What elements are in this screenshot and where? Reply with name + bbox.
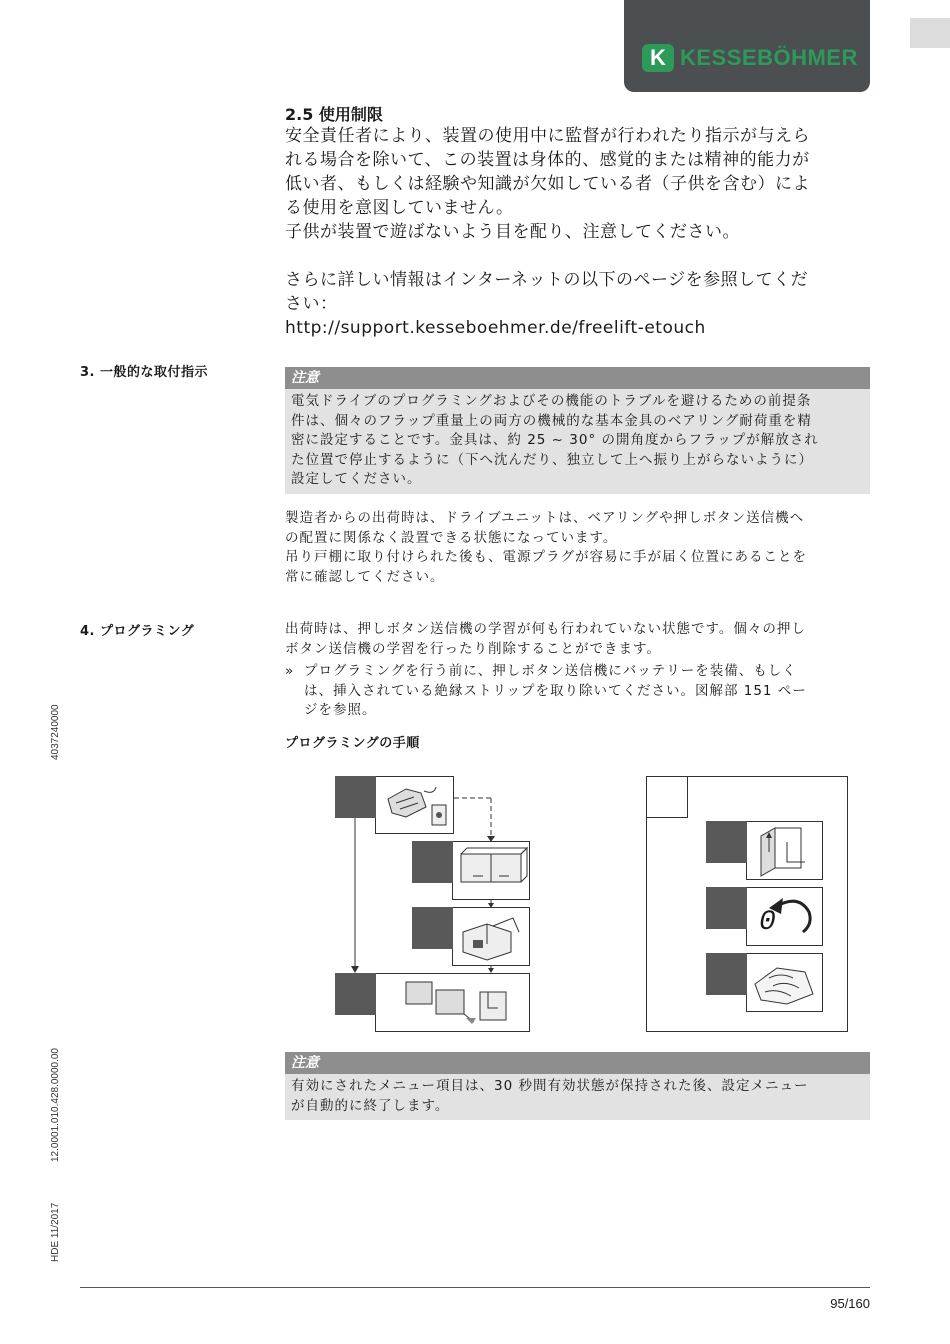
note-body xyxy=(285,389,870,494)
step-marker xyxy=(706,953,747,995)
step-flap-frame xyxy=(375,973,530,1032)
text-line: ボタン送信機の学習を行ったり削除することができます。 xyxy=(285,640,661,657)
note-line: 密に設定することです。金具は、約 25 ~ 30° の開角度からフラップが解放され xyxy=(291,432,819,448)
step-marker xyxy=(706,821,747,863)
text-line: 子供が装置で遊ばないよう目を配り、注意してください。 xyxy=(285,222,740,242)
section-3-heading: 3. 一般的な取付指示 xyxy=(80,365,209,380)
section-3-note xyxy=(285,367,870,494)
text-line: さらに詳しい情報はインターネットの以下のページを参照してくだ xyxy=(285,270,809,290)
footer-rule xyxy=(80,1287,870,1288)
step-marker xyxy=(412,841,453,883)
bullet-marker: » xyxy=(285,663,295,679)
text-line: は、挿入されている絶縁ストリップを取り除いてください。図解部 151 ペー xyxy=(304,682,807,699)
display-reset-frame xyxy=(746,887,823,946)
note-line: 電気ドライブのプログラミングおよびその機能のトラブルを避けるための前提条 xyxy=(291,393,812,409)
text-line: 常に確認してください。 xyxy=(285,568,445,585)
cleaning-cloth-icon xyxy=(747,954,822,1011)
note-body xyxy=(285,1074,870,1120)
procedure-heading: プログラミングの手順 xyxy=(285,736,420,751)
cleaning-frame xyxy=(746,953,823,1012)
step-marker xyxy=(335,776,376,818)
part-number: 12.0001.010.428.0000.00 xyxy=(50,1048,61,1162)
note-line: が自動的に終了します。 xyxy=(291,1097,450,1114)
text-line: 製造者からの出荷時は、ドライブユニットは、ベアリングや押しボタン送信機へ xyxy=(285,510,805,526)
section-4-heading: 4. プログラミング xyxy=(80,624,195,639)
cabinet-icon xyxy=(453,842,529,899)
text-line: る使用を意図していません。 xyxy=(285,198,514,218)
text-line: プログラミングを行う前に、押しボタン送信機にバッテリーを装備、もしく xyxy=(304,663,797,679)
section-4-note xyxy=(285,1052,870,1120)
flap-sequence-icon xyxy=(376,974,529,1031)
text-line: 吊り戸棚に取り付けられた後も、電源プラグが容易に手が届く位置にあることを xyxy=(285,549,807,565)
text-line: 安全責任者により、装置の使用中に監督が行われたり指示が与えら xyxy=(285,126,810,146)
cabinet-open-frame xyxy=(746,821,823,880)
text-line: の配置に関係なく設置できる状態になっています。 xyxy=(285,529,618,546)
cabinet-open-icon xyxy=(747,822,822,879)
text-line: さい： xyxy=(285,294,338,314)
note-title: 注意 xyxy=(285,1052,870,1074)
section-4-paragraph xyxy=(285,620,870,659)
remote-control-icon xyxy=(376,777,453,833)
note-line: た位置で停止するように（下へ沈んだり、独立して上へ振り上がらないように） xyxy=(291,451,813,468)
doc-number: 4037240000 xyxy=(50,704,61,760)
section-4-bullet xyxy=(285,662,870,721)
display-digit: 0 xyxy=(759,907,776,938)
note-line: 設定してください。 xyxy=(291,471,422,487)
support-url: http://support.kesseboehmer.de/freelift-etouch xyxy=(285,318,706,338)
note-line: 有効にされたメニュー項目は、30 秒間有効状態が保持された後、設定メニュー xyxy=(291,1078,809,1094)
reset-steps-diagram xyxy=(646,776,848,1032)
note-line: 件は、個々のフラップ重量上の両方の機械的な基本金具のベアリング耐荷重を精 xyxy=(291,412,812,429)
brand-header xyxy=(624,0,870,92)
section-2-5-title: 2.5 使用制限 xyxy=(285,105,383,124)
programming-steps-diagram xyxy=(330,770,540,1035)
section-3-paragraph xyxy=(285,509,870,587)
page-number: 95/160 xyxy=(830,1296,870,1311)
step-cabinet-frame xyxy=(452,841,530,900)
text-line: 出荷時は、押しボタン送信機の学習が何も行われていない状態です。個々の押し xyxy=(285,621,806,637)
text-line: 低い者、もしくは経験や知識が欠如している者（子供を含む）によ xyxy=(285,174,810,194)
page-corner-tab xyxy=(910,18,950,48)
brand-logo-icon: K xyxy=(642,44,674,72)
step-marker xyxy=(412,907,453,949)
step-label-box xyxy=(647,777,688,818)
step-remote-frame xyxy=(375,776,454,834)
text-line: れる場合を除いて、この装置は身体的、感覚的または精神的能力が xyxy=(285,150,810,170)
edition: HDE 11/2017 xyxy=(50,1202,61,1262)
lock-icon xyxy=(453,908,529,965)
brand-logo-text: KESSEBÖHMER xyxy=(680,45,858,70)
step-marker xyxy=(335,973,376,1015)
text-line: ジを参照。 xyxy=(304,702,377,718)
step-marker xyxy=(706,887,747,929)
section-2-5-body xyxy=(285,124,870,340)
note-title: 注意 xyxy=(285,367,870,389)
step-lock-frame xyxy=(452,907,530,966)
